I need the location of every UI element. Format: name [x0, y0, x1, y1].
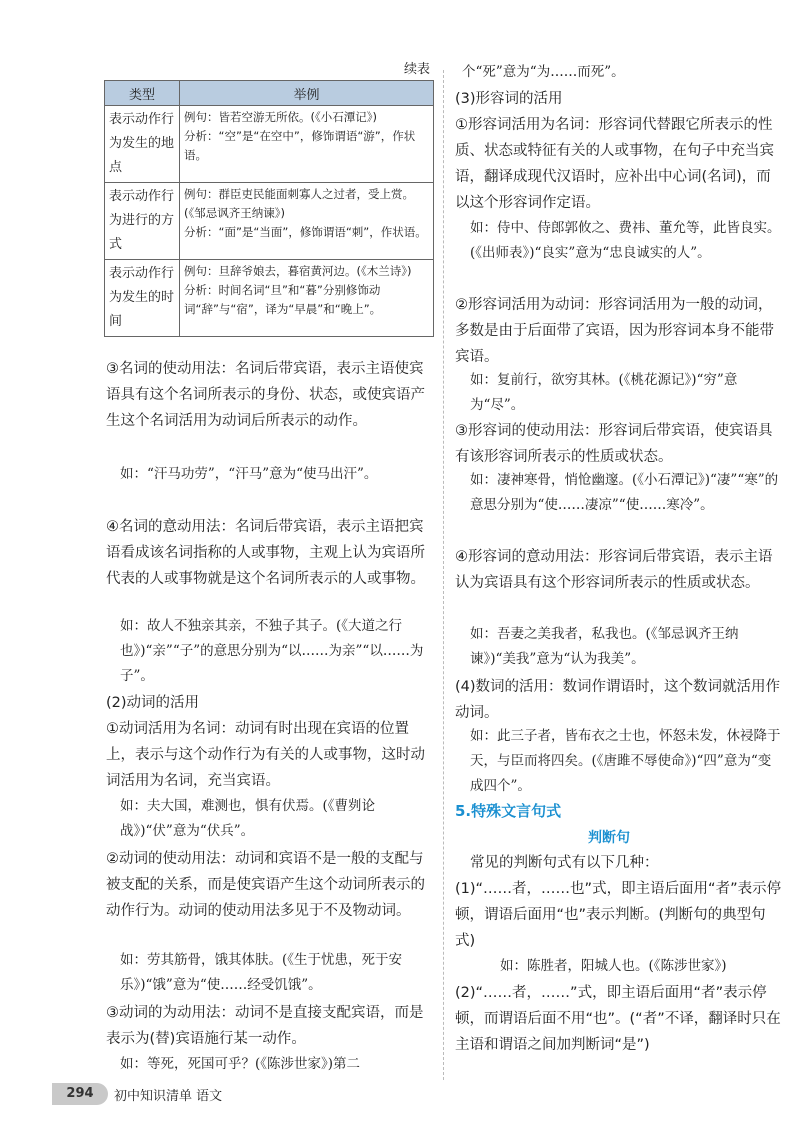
- noun-putative-example: 如：故人不独亲其亲，不独子其子。(《大道之行也》)“亲”“子”的意思分别为“以……为亲”“以……为子”。: [120, 618, 424, 684]
- row-analysis: 分析：“空”是“在空中”，修饰谓语“游”，作状语。: [184, 129, 416, 162]
- adj-as-noun-example: 如：侍中、侍郎郭攸之、费祎、董允等，此皆良实。(《出师表》)“良实”意为“忠良诚实的人”。: [470, 220, 781, 261]
- row-type: 表示动作行为发生的地点: [105, 106, 180, 183]
- adj-causative-para: ③形容词的使动用法：形容词后带宾语，使宾语具有该形容词所表示的性质或状态。: [455, 423, 773, 465]
- verb-as-noun-para: ①动词活用为名词：动词有时出现在宾语的位置上，表示与这个动作行为有关的人或事物，这时动词活用为名词，充当宾语。: [106, 721, 425, 789]
- verb-for-example-cont: 个“死”意为“为……而死”。: [462, 64, 625, 80]
- row-analysis: 分析：时间名词“旦”和“暮”分别修饰动词“辞”与“宿”，译为“早晨”和“晚上”。: [184, 283, 382, 316]
- adj-causative-example: 如：凄神寒骨，悄怆幽邃。(《小石潭记》)“凄”“寒”的意思分别为“使……凄凉”“使……寒冷”。: [470, 472, 779, 513]
- noun-putative-para: ④名词的意动用法：名词后带宾语，表示主语把宾语看成该名词指称的人或事物，主观上认为宾语所代表的人或事物就是这个名词所表示的人或事物。: [106, 519, 425, 587]
- row-type: 表示动作行为进行的方式: [105, 183, 180, 260]
- column-divider: [443, 70, 444, 1080]
- adj-as-verb-example: 如：复前行，欲穷其林。(《桃花源记》)“穷”意为“尽”。: [470, 372, 738, 413]
- table-row: [105, 260, 434, 337]
- table-header-type: 类型: [105, 81, 180, 106]
- judgment-example-1: 如：陈胜者，阳城人也。(《陈涉世家》): [500, 958, 727, 974]
- noun-causative-para: ③名词的使动用法：名词后带宾语，表示主语使宾语具有这个名词所表示的身份、状态，或使宾语产生这个名词活用为动词后所表示的动作。: [106, 361, 425, 429]
- verb-usage-heading: (2)动词的活用: [106, 695, 200, 711]
- noun-causative-example: 如：“汗马功劳”，“汗马”意为“使马出汗”。: [120, 466, 378, 482]
- row-example: 例句：皆若空游无所依。(《小石潭记》): [184, 110, 377, 124]
- row-example: 例句：旦辞爷娘去，暮宿黄河边。(《木兰诗》): [184, 264, 412, 278]
- verb-for-example: 如：等死，死国可乎？(《陈涉世家》)第二: [120, 1056, 361, 1072]
- row-example: 例句：群臣吏民能面刺寡人之过者，受上赏。(《邹忌讽齐王纳谏》): [184, 187, 414, 220]
- continued-label: 续表: [404, 62, 431, 77]
- numeral-usage-para: (4)数词的活用：数词作谓语时，这个数词就活用作动词。: [455, 679, 781, 721]
- numeral-usage-example: 如：此三子者，皆布衣之士也，怀怒未发，休祲降于天，与臣而将四矣。(《唐雎不辱使命》)“四”意为“变成四个”。: [470, 728, 781, 794]
- row-content: [180, 106, 434, 183]
- judgment-intro: 常见的判断句式有以下几种：: [470, 855, 659, 871]
- usage-table: [104, 80, 434, 337]
- table-header-example: 举例: [180, 81, 434, 106]
- page-number: 294: [52, 1083, 108, 1105]
- table-row: [105, 183, 434, 260]
- subsection-title: 判断句: [588, 830, 630, 846]
- book-title: 初中知识清单 语文: [114, 1089, 223, 1104]
- section-title: 5.特殊文言句式: [455, 802, 562, 820]
- row-content: [180, 260, 434, 337]
- row-content: [180, 183, 434, 260]
- adj-as-verb-para: ②形容词活用为动词：形容词活用为一般的动词，多数是由于后面带了宾语，因为形容词本身不能带宾语。: [455, 297, 774, 365]
- judgment-type-1: (1)“……者，……也”式，即主语后面用“者”表示停顿，谓语后面用“也”表示判断。(判断句的典型句式): [455, 881, 782, 949]
- verb-causative-example: 如：劳其筋骨，饿其体肤。(《生于忧患，死于安乐》)“饿”意为“使……经受饥饿”。: [120, 952, 403, 993]
- adj-putative-example: 如：吾妻之美我者，私我也。(《邹忌讽齐王纳谏》)“美我”意为“认为我美”。: [470, 626, 739, 667]
- verb-for-para: ③动词的为动用法：动词不是直接支配宾语，而是表示为(替)宾语施行某一动作。: [106, 1005, 424, 1047]
- adj-usage-heading: (3)形容词的活用: [455, 91, 563, 107]
- judgment-type-2: (2)“……者，……”式，即主语后面用“者”表示停顿，而谓语后面不用“也”。(“者”不译，翻译时只在主语和谓语之间加判断词“是”): [455, 985, 781, 1053]
- adj-putative-para: ④形容词的意动用法：形容词后带宾语，表示主语认为宾语具有这个形容词所表示的性质或状态。: [455, 549, 773, 591]
- table-row: [105, 106, 434, 183]
- adj-as-noun-para: ①形容词活用为名词：形容词代替跟它所表示的性质、状态或特征有关的人或事物，在句子中充当宾语，翻译成现代汉语时，应补出中心词(名词)，而以这个形容词作定语。: [455, 117, 774, 211]
- row-type: 表示动作行为发生的时间: [105, 260, 180, 337]
- row-analysis: 分析：“面”是“当面”，修饰谓语“刺”，作状语。: [184, 225, 427, 239]
- verb-as-noun-example: 如：夫大国，难测也，惧有伏焉。(《曹刿论战》)“伏”意为“伏兵”。: [120, 798, 376, 839]
- verb-causative-para: ②动词的使动用法：动词和宾语不是一般的支配与被支配的关系，而是使宾语产生这个动词所表示的动作行为。动词的使动用法多见于不及物动词。: [106, 851, 425, 919]
- page-footer: [52, 1083, 242, 1107]
